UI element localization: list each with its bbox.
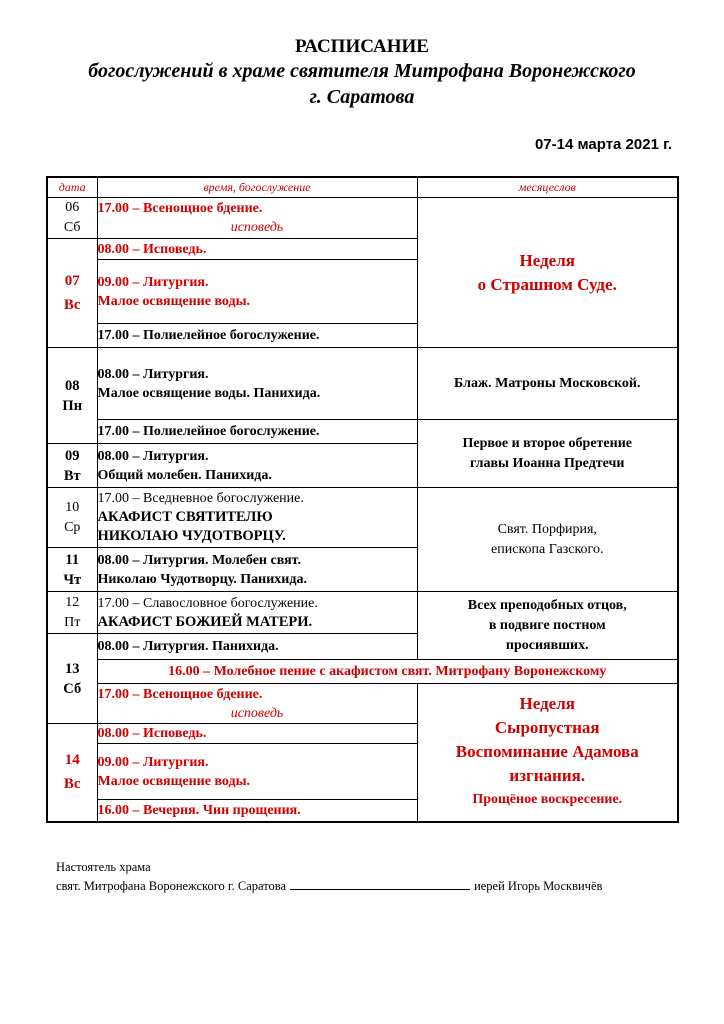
col-header-date: дата [47, 177, 97, 198]
service-cell-wide: 16.00 – Молебное пение с акафистом свят. Митрофану Воронежскому [97, 660, 678, 684]
day-number: 08 [65, 377, 80, 394]
service-cell [97, 198, 417, 239]
footer-church-name: свят. Митрофана Воронежского г. Саратова [56, 879, 287, 893]
day-weekday: Вс [63, 297, 81, 313]
table-header-row [47, 177, 678, 198]
service-line: Малое освящение воды. [97, 773, 251, 789]
table-row [47, 420, 678, 444]
saint-line: изгнания. [509, 766, 586, 786]
day-cell [47, 348, 97, 444]
footer-signature-line [56, 877, 602, 894]
day-cell [47, 488, 97, 548]
day-weekday: Вс [63, 776, 81, 793]
service-cell: 08.00 – Литургия. Панихида. [97, 634, 417, 660]
day-weekday: Сб [63, 220, 81, 235]
saint-line: в подвиге постном [488, 617, 606, 633]
page-subtitle: богослужений в храме святителя Митрофана Воронежского [88, 60, 636, 82]
service-cell: 08.00 – Исповедь. [97, 724, 417, 744]
saint-line: Неделя [519, 694, 575, 714]
service-line: АКАФИСТ СВЯТИТЕЛЮ [97, 509, 273, 525]
day-weekday: Пт [64, 614, 81, 630]
saint-line: о Страшном Суде. [477, 274, 617, 294]
day-weekday: Ср [64, 519, 81, 535]
day-cell [47, 198, 97, 239]
day-weekday: Вт [63, 467, 81, 484]
service-line: АКАФИСТ БОЖИЕЙ МАТЕРИ. [97, 613, 313, 630]
table-row [47, 684, 678, 724]
page-title: РАСПИСАНИЕ [295, 36, 429, 57]
day-weekday: Сб [63, 680, 82, 697]
service-line: 17.00 – Вседневное богослужение. [97, 491, 304, 506]
saint-line: просиявших. [505, 637, 589, 653]
service-cell [97, 592, 417, 634]
service-line: 09.00 – Литургия. [97, 274, 209, 290]
table-row [47, 660, 678, 684]
service-line: Общий молебен. Панихида. [97, 467, 272, 483]
confession-note: исповедь [230, 220, 284, 235]
saint-line: Прощёное воскресение. [472, 792, 623, 808]
table-row [47, 592, 678, 634]
service-cell [97, 744, 417, 800]
table-row [47, 348, 678, 420]
footer-priest-name: иерей Игорь Москвичёв [474, 879, 603, 893]
day-cell [47, 239, 97, 348]
saint-line: Первое и второе обретение [462, 435, 632, 451]
service-cell [97, 348, 417, 420]
date-range: 07-14 марта 2021 г. [534, 136, 672, 153]
service-line: Николаю Чудотворцу. Панихида. [97, 571, 307, 587]
saint-line: епископа Газского. [491, 541, 604, 557]
saint-line: Воспоминание Адамова [455, 742, 639, 762]
day-cell [47, 444, 97, 488]
service-line: 17.00 – Всенощное бдение. [97, 201, 263, 216]
saint-line: Сыропустная [494, 718, 600, 738]
day-number: 10 [65, 499, 80, 515]
service-cell [97, 444, 417, 488]
day-cell [47, 634, 97, 724]
saint-line: Свят. Порфирия, [497, 521, 597, 537]
saint-cell [417, 420, 678, 488]
page-subtitle-city: г. Саратова [309, 86, 415, 108]
saint-line: Всех преподобных отцов, [467, 597, 627, 613]
schedule-table [46, 176, 679, 823]
footer-rector-label: Настоятель храма [56, 860, 151, 874]
day-number: 12 [65, 594, 80, 610]
service-line: 08.00 – Литургия. Молебен свят. [97, 552, 301, 568]
service-cell [97, 548, 417, 592]
service-cell: 08.00 – Исповедь. [97, 239, 417, 260]
service-line: 08.00 – Литургия. [97, 366, 209, 382]
saint-line: Неделя [519, 250, 575, 270]
table-row [47, 198, 678, 239]
day-weekday: Пн [62, 397, 83, 414]
service-cell [97, 260, 417, 324]
day-number: 11 [65, 551, 80, 568]
service-cell [97, 684, 417, 724]
service-line: 08.00 – Литургия. [97, 448, 209, 464]
service-line: 09.00 – Литургия. [97, 754, 209, 770]
service-line: 17.00 – Славословное богослужение. [97, 595, 318, 611]
service-cell [97, 488, 417, 548]
service-line: 17.00 – Всенощное бдение. [97, 686, 263, 702]
saint-cell: Блаж. Матроны Московской. [417, 348, 678, 420]
saint-cell [417, 592, 678, 660]
saint-line: главы Иоанна Предтечи [469, 455, 625, 471]
col-header-saints: месяцеслов [417, 177, 678, 198]
day-cell [47, 548, 97, 592]
service-cell: 17.00 – Полиелейное богослужение. [97, 420, 417, 444]
day-number: 06 [65, 200, 80, 215]
saint-cell [417, 198, 678, 348]
day-weekday: Чт [63, 571, 82, 588]
confession-note: исповедь [230, 705, 284, 721]
col-header-service: время, богослужение [97, 177, 417, 198]
day-number: 14 [64, 752, 80, 769]
day-number: 09 [65, 447, 80, 464]
service-cell: 16.00 – Вечерня. Чин прощения. [97, 800, 417, 822]
day-cell [47, 592, 97, 634]
table-row [47, 488, 678, 548]
day-number: 07 [64, 273, 80, 289]
service-line: НИКОЛАЮ ЧУДОТВОРЦУ. [97, 528, 286, 544]
service-cell: 17.00 – Полиелейное богослужение. [97, 324, 417, 348]
day-cell [47, 724, 97, 822]
saint-cell [417, 684, 678, 822]
service-line: Малое освящение воды. [97, 293, 251, 309]
day-number: 13 [65, 660, 80, 677]
signature-blank [290, 877, 470, 890]
saint-cell [417, 488, 678, 592]
service-line: Малое освящение воды. Панихида. [97, 385, 321, 401]
